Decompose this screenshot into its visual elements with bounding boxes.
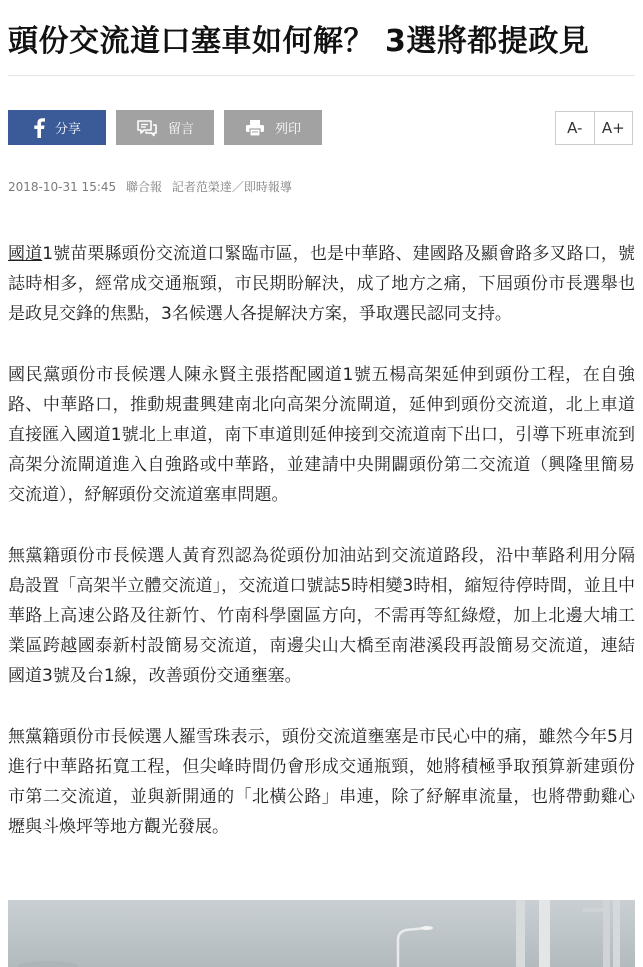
paragraph: 國民黨頭份市長候選人陳永賢主張搭配國道1號五楊高架延伸到頭份工程，在自強路、中華路口，推動規畫興建南北向高架分流閘道，延伸到頭份交流道，北上車道直接匯入國道1號北上車道，南下車道則延伸接到交流道南下出口，引導下班車流到高架分流閘道進入自強路或中華路，並建請中央開闢頭份第二交流道（興隆里簡易交流道），紓解頭份交流道塞車問題。: [8, 364, 635, 506]
article-photo: [8, 900, 635, 967]
paragraph: 無黨籍頭份市長候選人羅雪珠表示，頭份交流道壅塞是市民心中的痛，雖然今年5月進行中華路拓寬工程，但尖峰時間仍會形成交通瓶頸，她將積極爭取預算新建頭份市第二交流道，並與新開通的「北橫公路」串連，除了紓解車流量，也將帶動雞心壢與斗煥坪等地方觀光發展。: [8, 726, 635, 838]
street-lamp-illustration: [8, 900, 635, 967]
paragraph: 無黨籍頭份市長候選人黃育烈認為從頭份加油站到交流道路段，沿中華路利用分隔島設置「高架半立體交流道」，交流道口號誌5時相變3時相，縮短待停時間，並且中華路上高速公路及往新竹、竹南科學園區方向，不需再等紅綠燈，加上北邊大埔工業區跨越國泰新村設簡易交流道，南邊尖山大橋至南港溪段再設簡易交流道，連結國道3號及台1線，改善頭份交通壅塞。: [8, 545, 635, 687]
print-label: 列印: [274, 122, 301, 137]
title-divider: [8, 75, 635, 76]
article-body: [8, 239, 635, 872]
font-increase-button[interactable]: A+: [594, 112, 633, 144]
share-label: 分享: [54, 122, 81, 137]
comment-icon: [136, 119, 158, 137]
font-size-controls: [555, 111, 633, 145]
print-button[interactable]: [224, 110, 322, 145]
facebook-icon: [33, 118, 45, 138]
keyword-link[interactable]: 國道: [8, 244, 43, 264]
paragraph: [8, 239, 635, 330]
paragraph-text: 1號苗栗縣頭份交流道口緊臨市區，也是中華路、建國路及顯會路多叉路口，號誌時相多，經常成交通瓶頸，市民期盼解決，成了地方之痛，下屆頭份市長選舉也是政見交鋒的焦點，3名候選人各提解決方案，爭取選民認同支持。: [8, 244, 635, 325]
article-title: 頭份交流道口塞車如何解？ 3選將都提政見: [8, 24, 590, 59]
facebook-share-button[interactable]: [8, 110, 106, 145]
author-byline: 記者范榮達／即時報導: [171, 180, 292, 194]
printer-icon: [245, 119, 265, 137]
news-source[interactable]: 聯合報: [125, 180, 162, 194]
publish-datetime: 2018-10-31 15:45: [8, 180, 117, 194]
comment-button[interactable]: [116, 110, 214, 145]
article-meta: [8, 178, 298, 195]
comment-label: 留言: [167, 122, 194, 137]
font-decrease-button[interactable]: A-: [567, 119, 583, 137]
